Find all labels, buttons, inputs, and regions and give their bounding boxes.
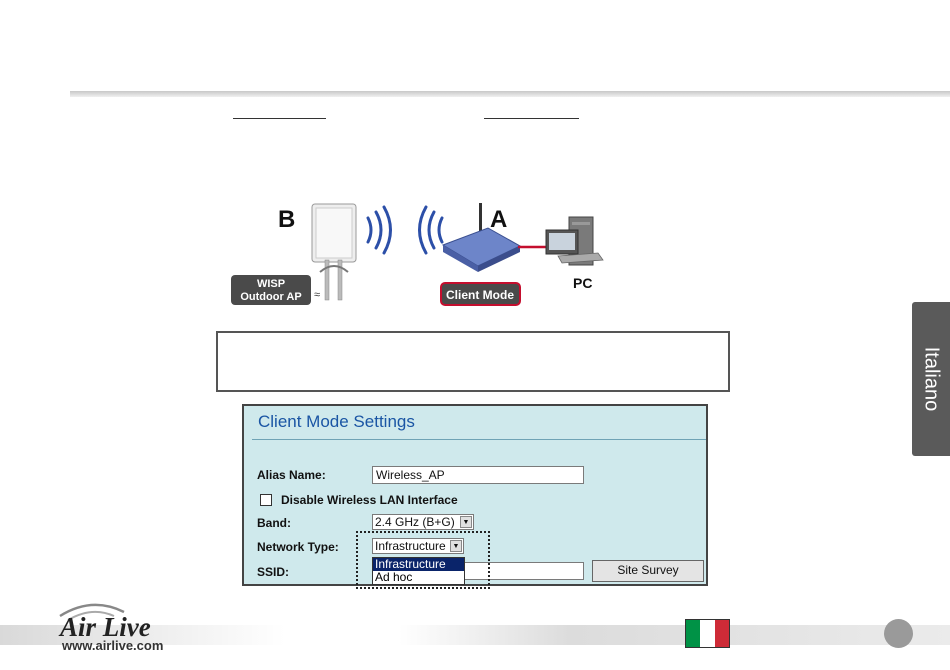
client-mode-badge <box>441 283 520 305</box>
pc-icon <box>546 217 603 265</box>
panel-divider <box>252 439 706 440</box>
band-select[interactable] <box>372 514 474 530</box>
dropdown-option-infrastructure[interactable]: Infrastructure <box>373 558 464 571</box>
footer-url[interactable]: www.airlive.com <box>62 638 164 653</box>
wisp-badge <box>231 275 311 305</box>
dropdown-option-ad-hoc[interactable]: Ad hoc <box>375 570 413 584</box>
svg-text:Air Live: Air Live <box>60 612 151 642</box>
page-number-badge <box>884 619 913 648</box>
router-icon <box>443 203 520 272</box>
network-type-label: Network Type: <box>257 540 339 554</box>
note-box <box>216 331 730 392</box>
language-tab[interactable] <box>912 302 950 456</box>
pc-label: PC <box>573 275 593 291</box>
band-dropdown-arrow-icon[interactable]: ▼ <box>460 516 472 528</box>
network-diagram <box>228 200 618 310</box>
disable-wlan-label: Disable Wireless LAN Interface <box>281 493 458 507</box>
language-tab-label: Italiano <box>920 346 943 412</box>
dropdown-highlight-box <box>356 531 490 589</box>
alias-name-input[interactable]: Wireless_AP <box>372 466 584 484</box>
network-type-dropdown-arrow-icon[interactable]: ▼ <box>450 540 462 552</box>
wireless-waves-icon <box>368 207 442 253</box>
site-survey-button[interactable]: Site Survey <box>592 560 704 582</box>
ssid-label: SSID: <box>257 565 290 579</box>
band-label: Band: <box>257 516 291 530</box>
blank-underline-1 <box>233 118 326 119</box>
svg-text:≈: ≈ <box>314 289 321 301</box>
alias-name-label: Alias Name: <box>257 468 326 482</box>
wisp-label-line1: WISP <box>256 278 286 290</box>
italian-flag-icon <box>685 619 730 648</box>
outdoor-ap-icon <box>312 204 356 301</box>
wisp-label-line2: Outdoor AP <box>240 291 302 303</box>
disable-wlan-checkbox[interactable] <box>260 494 272 506</box>
label-a: A <box>490 206 508 233</box>
header-rule <box>70 91 950 97</box>
label-b: B <box>278 206 296 233</box>
panel-title: Client Mode Settings <box>258 412 415 431</box>
network-type-select-value: Infrastructure <box>375 539 446 553</box>
client-mode-label: Client Mode <box>446 288 514 302</box>
blank-underline-2 <box>484 118 579 119</box>
band-select-value: 2.4 GHz (B+G) <box>375 515 455 529</box>
